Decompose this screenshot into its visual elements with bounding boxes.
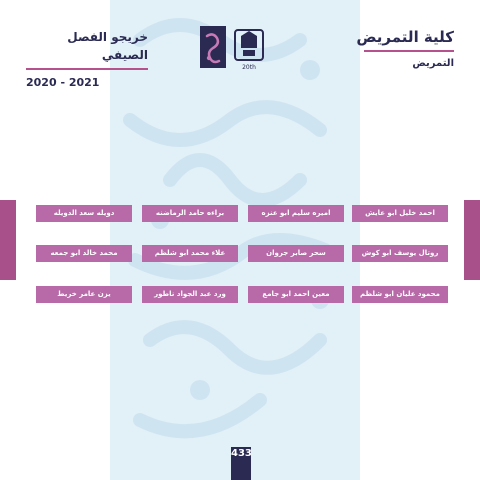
graduate-name: براءه حامد الرماضنه bbox=[142, 205, 238, 222]
graduate-names-grid bbox=[36, 205, 446, 305]
graduate-name: محمد خالد ابو جمعه bbox=[36, 245, 132, 262]
graduate-name: معين احمد ابو جامع bbox=[248, 286, 344, 303]
faculty-title: كلية التمريض bbox=[356, 28, 454, 46]
right-accent-bar bbox=[464, 200, 480, 280]
faculty-divider bbox=[364, 50, 454, 52]
graduate-name: يزن عامر خريط bbox=[36, 286, 132, 303]
graduate-name: سحر صابر جروان bbox=[248, 245, 344, 262]
anniversary-logo-icon bbox=[200, 26, 226, 72]
department-name: التمريض bbox=[412, 58, 454, 69]
graduate-name: احمد خليل ابو عايش bbox=[352, 205, 448, 222]
university-crest-icon bbox=[233, 26, 265, 72]
graduate-name: علاء محمد ابو شلظم bbox=[142, 245, 238, 262]
left-accent-bar bbox=[0, 200, 16, 280]
graduates-header bbox=[26, 28, 148, 89]
svg-text:20th: 20th bbox=[242, 64, 256, 71]
academic-years: 2020 - 2021 bbox=[26, 76, 100, 89]
graduates-title: خريجو الفصل الصيفي bbox=[67, 30, 148, 62]
graduate-name: محمود عليان ابو شلظم bbox=[352, 286, 448, 303]
graduate-name: دويله سعد الدويله bbox=[36, 205, 132, 222]
graduates-divider bbox=[26, 68, 148, 70]
faculty-header bbox=[356, 28, 454, 69]
graduate-name: اميره سليم ابو عنزه bbox=[248, 205, 344, 222]
page-number: 433 bbox=[231, 447, 251, 480]
graduate-name: ورد عبد الجواد ناطور bbox=[142, 286, 238, 303]
graduate-name: روتال يوسف ابو كوش bbox=[352, 245, 448, 262]
